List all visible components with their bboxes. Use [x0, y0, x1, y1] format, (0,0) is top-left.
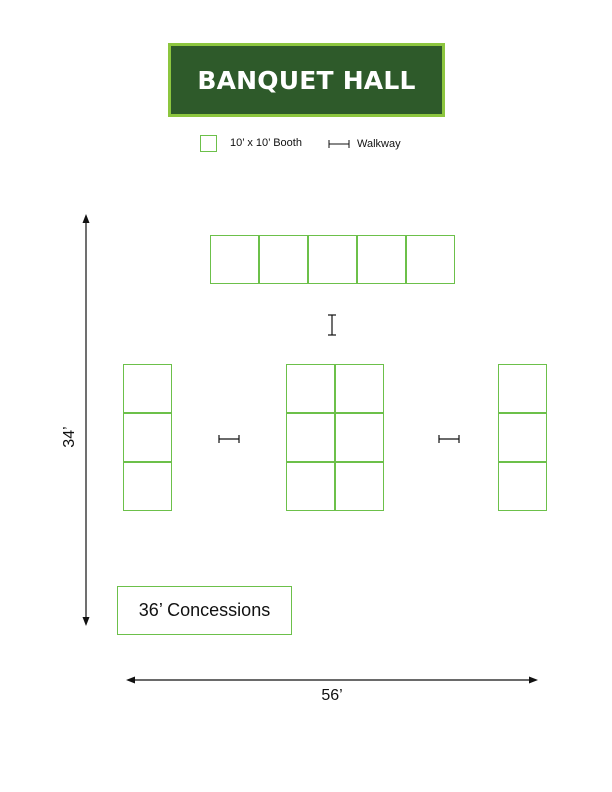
page-title: BANQUET HALL — [197, 65, 416, 95]
concessions-label: 36’ Concessions — [138, 600, 271, 620]
height-arrow-bottom-icon — [83, 617, 90, 626]
height-dimension-label: 34’ — [61, 426, 78, 448]
booth-legend-label: 10’ x 10’ Booth — [230, 137, 302, 149]
walkway-legend-label: Walkway — [357, 138, 401, 150]
height-arrow-top-icon — [83, 214, 90, 223]
width-arrow-right-icon — [529, 677, 538, 684]
width-dimension-label: 56’ — [321, 687, 343, 704]
width-arrow-left-icon — [126, 677, 135, 684]
